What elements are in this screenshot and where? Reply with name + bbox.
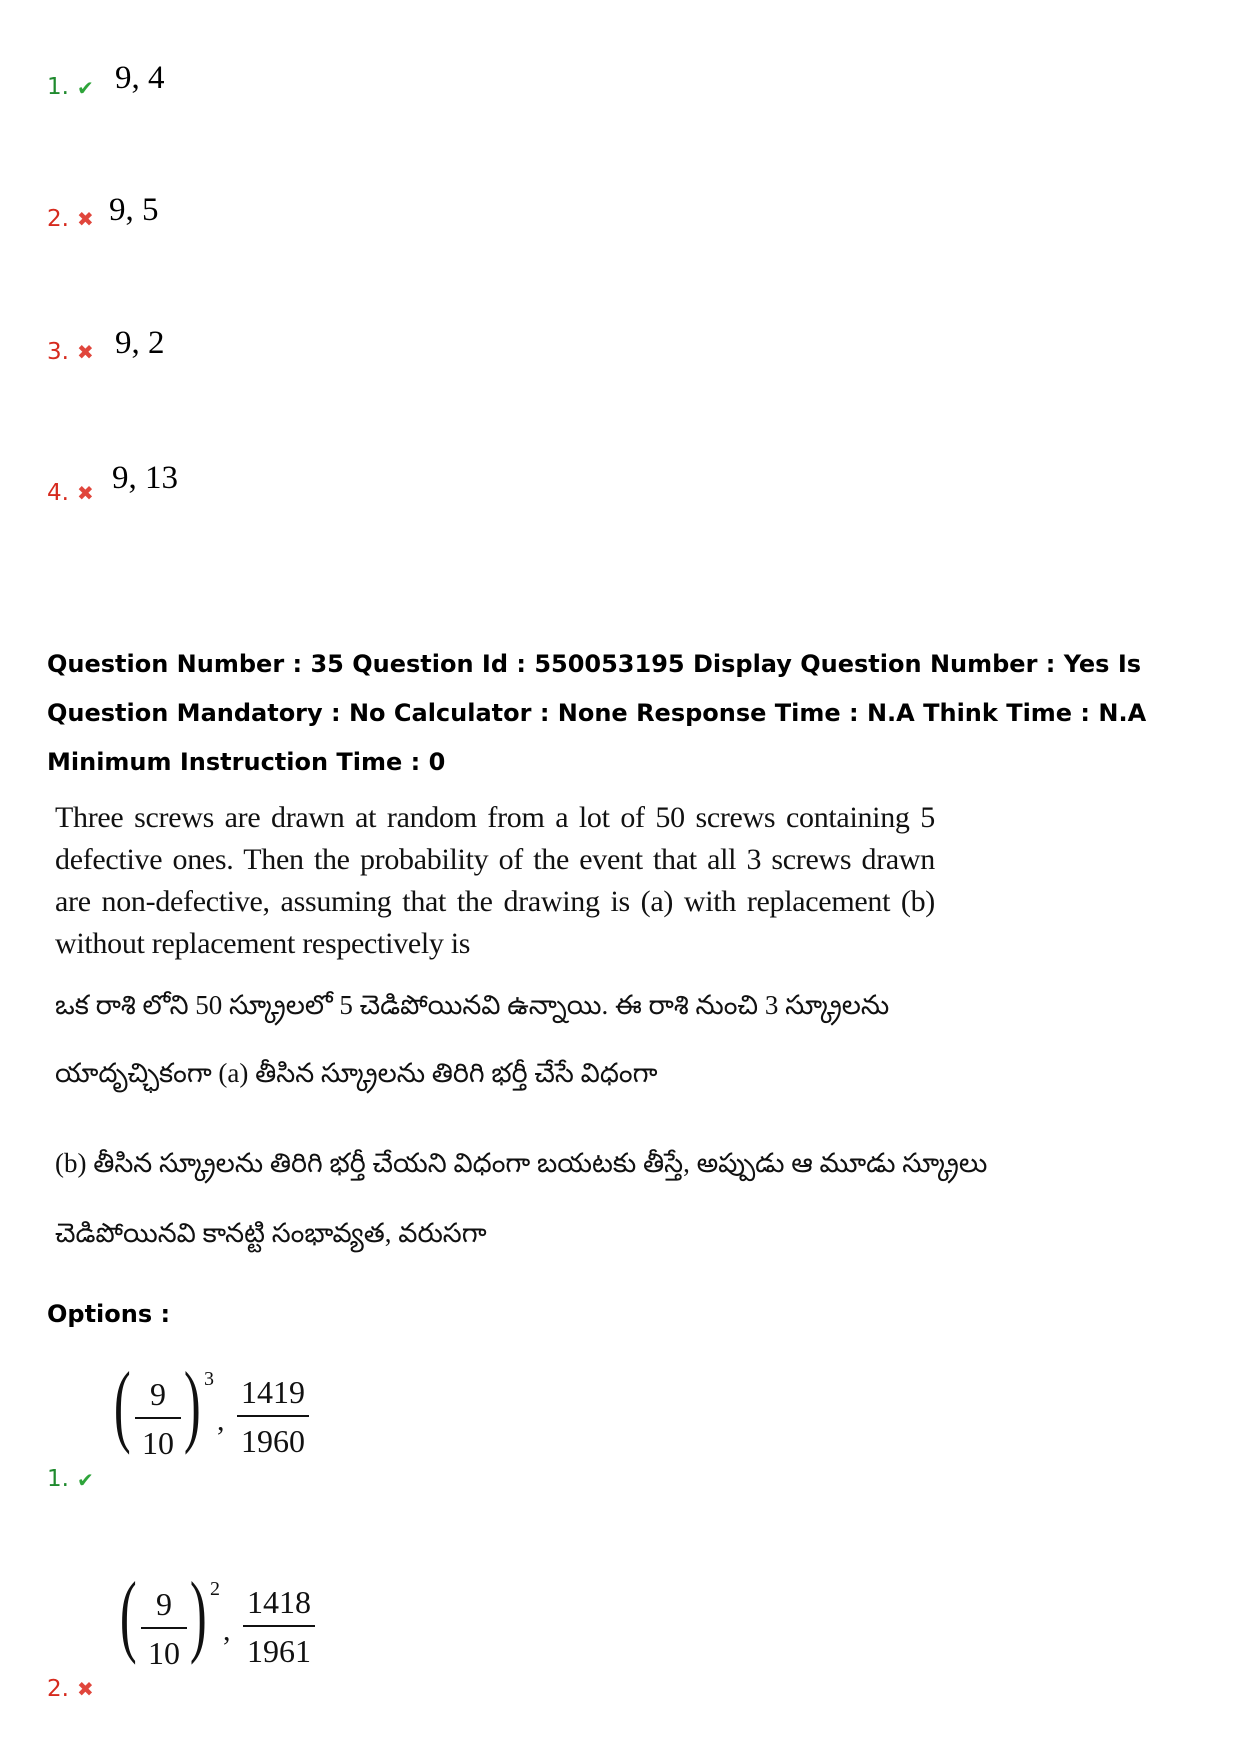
- option-value: 9, 5: [109, 192, 159, 228]
- right-paren: ): [183, 1353, 201, 1455]
- exponent: 3: [204, 1368, 214, 1390]
- comma: ,: [223, 1614, 231, 1647]
- option-value: 9, 13: [112, 460, 178, 496]
- option-value: 9, 2: [115, 325, 165, 361]
- cross-icon: ✖: [77, 481, 94, 505]
- left-paren: (: [113, 1353, 131, 1455]
- options-label: Options :: [47, 1300, 171, 1328]
- check-icon: ✔: [77, 1468, 94, 1492]
- cross-icon: ✖: [77, 340, 94, 364]
- right-paren: ): [189, 1563, 207, 1665]
- result-fraction: [243, 1584, 315, 1670]
- left-paren: (: [119, 1563, 137, 1665]
- option-value: 9, 4: [115, 60, 165, 96]
- option-2: [47, 1563, 367, 1702]
- result-fraction: [237, 1374, 309, 1460]
- option-number: 2.: [47, 1676, 69, 1702]
- fraction-bar: [135, 1417, 181, 1419]
- fraction-numerator: 1419: [241, 1374, 305, 1410]
- option-expression: [119, 1563, 379, 1680]
- cross-icon: ✖: [77, 1677, 94, 1701]
- fraction-bar: [243, 1625, 315, 1627]
- fraction-bar: [237, 1415, 309, 1417]
- option-expression: [113, 1353, 373, 1470]
- cross-icon: ✖: [77, 207, 94, 231]
- check-icon: ✔: [77, 76, 94, 100]
- base-fraction: [135, 1376, 181, 1462]
- comma: ,: [217, 1404, 225, 1437]
- fraction-denominator: 10: [142, 1425, 174, 1461]
- option-1: [47, 1353, 367, 1492]
- option-number: 4.: [47, 480, 69, 506]
- fraction-numerator: 9: [156, 1586, 172, 1622]
- question-text-telugu-line: చెడిపోయినవి కానట్టి సంభావ్యత, వరుసగా: [55, 1218, 487, 1248]
- option-number: 1.: [47, 1466, 69, 1492]
- fraction-bar: [141, 1627, 187, 1629]
- option-number: 2.: [47, 206, 69, 232]
- fraction-denominator: 10: [148, 1635, 180, 1671]
- fraction-numerator: 9: [150, 1376, 166, 1412]
- exponent: 2: [210, 1578, 220, 1600]
- fraction-denominator: 1960: [241, 1423, 305, 1459]
- question-text-english: Three screws are drawn at random from a lot of 50 screws containing 5 defective ones. Then the probability of the event that all 3 screws drawn are non-defective, assuming that the drawing is (a) with replacement (b) without replacement respectively is: [55, 801, 935, 960]
- question-meta: Question Number : 35 Question Id : 550053195 Display Question Number : Yes Is Question Mandatory : No Calculator : None Response Time : N.A Think Time : N.A Minimum Instruction Time : 0: [47, 650, 1147, 776]
- fraction-numerator: 1418: [247, 1584, 311, 1620]
- option-number: 1.: [47, 74, 69, 100]
- question-text-telugu-line: ఒక రాశి లోని 50 స్క్రూలలో 5 చెడిపోయినవి ఉన్నాయి. ఈ రాశి నుంచి 3 స్క్రూలను: [55, 990, 890, 1020]
- option-number: 3.: [47, 339, 69, 365]
- fraction-denominator: 1961: [247, 1633, 311, 1669]
- question-text-telugu-line: (b) తీసిన స్క్రూలను తిరిగి భర్తీ చేయని విధంగా బయటకు తీస్తే, అప్పుడు ఆ మూడు స్క్రూలు: [55, 1148, 988, 1178]
- base-fraction: [141, 1586, 187, 1672]
- question-text-telugu-line: యాదృచ్ఛికంగా (a) తీసిన స్క్రూలను తిరిగి భర్తీ చేసే విధంగా: [55, 1058, 658, 1088]
